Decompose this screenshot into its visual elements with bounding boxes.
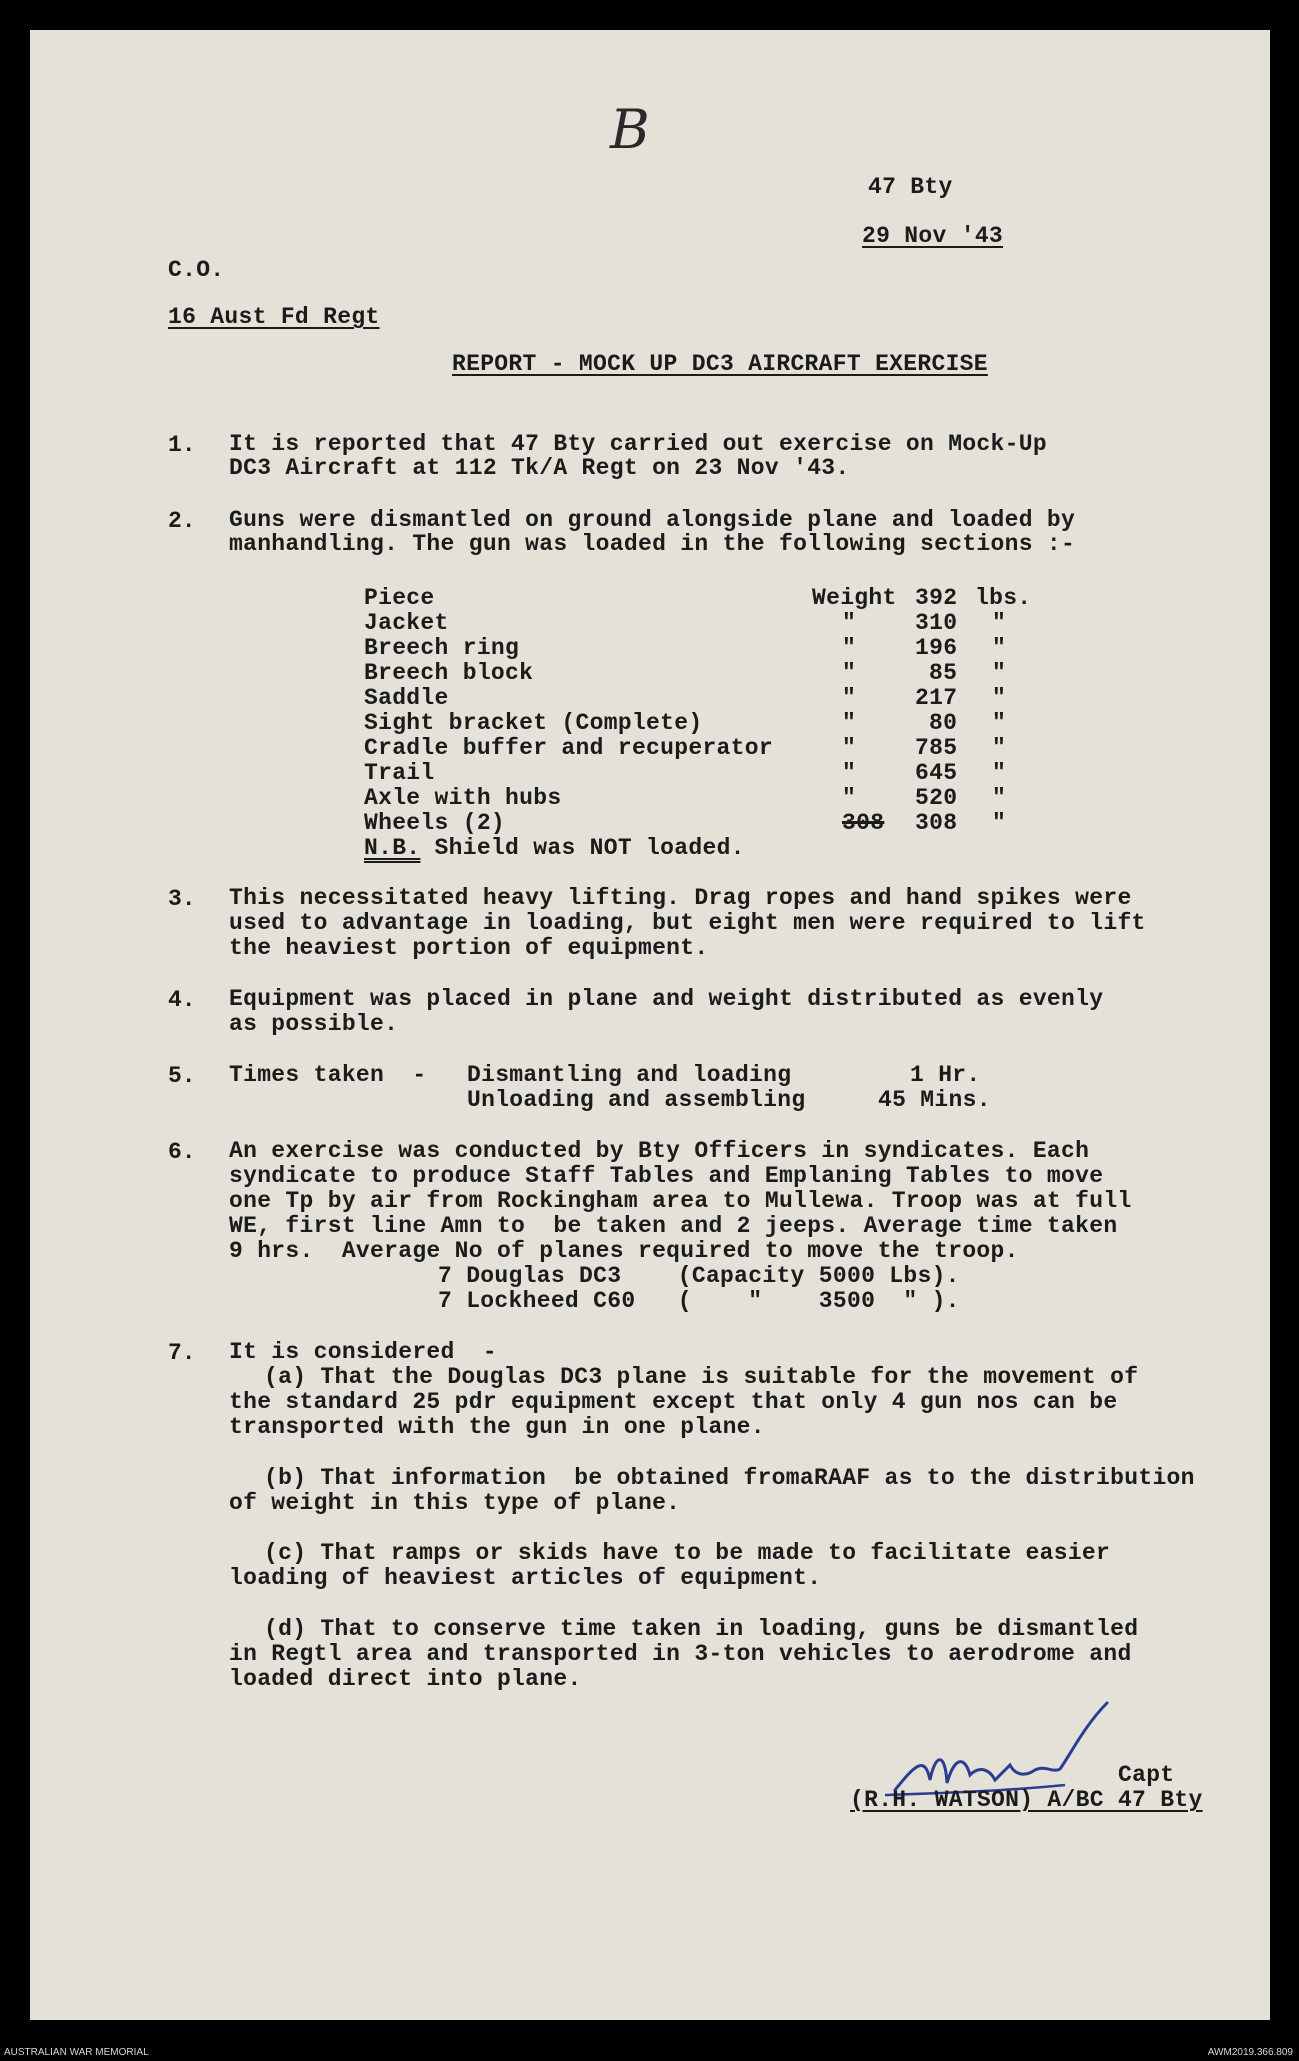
para-line: manhandling. The gun was loaded in the following sections :- bbox=[229, 531, 1076, 557]
table-unit: " bbox=[992, 760, 1007, 786]
table-value: 645 bbox=[915, 760, 958, 786]
para-line: It is considered - bbox=[229, 1339, 497, 1365]
table-item: Axle with hubs bbox=[364, 785, 562, 811]
footer-left: AUSTRALIAN WAR MEMORIAL bbox=[4, 2047, 149, 2058]
table-label-struck: 308 bbox=[842, 810, 885, 836]
table-item: Sight bracket (Complete) bbox=[364, 710, 703, 736]
table-item: Cradle buffer and recuperator bbox=[364, 735, 773, 761]
para-number: 6. bbox=[168, 1139, 196, 1165]
table-value: 217 bbox=[915, 685, 958, 711]
para-line: An exercise was conducted by Bty Officers in syndicates. Each bbox=[229, 1138, 1090, 1164]
para-number: 7. bbox=[168, 1340, 196, 1366]
regiment-line: 16 Aust Fd Regt bbox=[168, 304, 380, 330]
date-line: 29 Nov '43 bbox=[862, 223, 1004, 249]
table-unit: " bbox=[992, 735, 1007, 761]
table-item: Breech ring bbox=[364, 635, 520, 661]
times-label: Times taken - bbox=[229, 1062, 427, 1088]
handwritten-mark: B bbox=[610, 98, 650, 161]
sub-para-line: (d) That to conserve time taken in loading, guns be dismantled bbox=[264, 1616, 1139, 1642]
para-line: This necessitated heavy lifting. Drag ropes and hand spikes were bbox=[229, 885, 1132, 911]
footer-right: AWM2019.366.809 bbox=[1207, 2047, 1293, 2058]
sub-para-line: transported with the gun in one plane. bbox=[229, 1414, 765, 1440]
unit-line: 47 Bty bbox=[868, 174, 953, 200]
report-title: REPORT - MOCK UP DC3 AIRCRAFT EXERCISE bbox=[452, 351, 988, 377]
table-value: 85 bbox=[929, 660, 958, 686]
para-line: Equipment was placed in plane and weight distributed as evenly bbox=[229, 986, 1104, 1012]
para-line: WE, first line Amn to be taken and 2 jeeps. Average time taken bbox=[229, 1213, 1118, 1239]
para-line: Guns were dismantled on ground alongside plane and loaded by bbox=[229, 507, 1076, 533]
table-unit: " bbox=[992, 785, 1007, 811]
table-item: Wheels (2) bbox=[364, 810, 506, 836]
times-task: Dismantling and loading bbox=[467, 1062, 792, 1088]
table-label: " bbox=[842, 760, 857, 786]
para-number: 4. bbox=[168, 987, 196, 1013]
times-task: Unloading and assembling bbox=[467, 1087, 806, 1113]
para-line: DC3 Aircraft at 112 Tk/A Regt on 23 Nov '43. bbox=[229, 455, 850, 481]
table-unit: lbs. bbox=[975, 585, 1032, 611]
table-unit: " bbox=[992, 710, 1007, 736]
table-label: " bbox=[842, 785, 857, 811]
para-number: 5. bbox=[168, 1063, 196, 1089]
archive-footer bbox=[0, 2044, 1299, 2061]
sub-para-line: the standard 25 pdr equipment except that only 4 gun nos can be bbox=[229, 1389, 1118, 1415]
table-value: 310 bbox=[915, 610, 958, 636]
sub-para-line: (b) That information be obtained fromaRAAF as to the distribution bbox=[264, 1465, 1195, 1491]
table-unit: " bbox=[992, 685, 1007, 711]
signature-rank: Capt bbox=[1118, 1762, 1175, 1788]
table-item: Saddle bbox=[364, 685, 449, 711]
para-line: It is reported that 47 Bty carried out exercise on Mock-Up bbox=[229, 431, 1047, 457]
para-line: 9 hrs. Average No of planes required to move the troop. bbox=[229, 1238, 1019, 1264]
sub-para-line: (c) That ramps or skids have to be made to facilitate easier bbox=[264, 1540, 1111, 1566]
para-number: 1. bbox=[168, 432, 196, 458]
table-value: 520 bbox=[915, 785, 958, 811]
para-line: the heaviest portion of equipment. bbox=[229, 935, 709, 961]
para-line: used to advantage in loading, but eight men were required to lift bbox=[229, 910, 1146, 936]
table-value: 196 bbox=[915, 635, 958, 661]
times-value: 45 Mins. bbox=[878, 1087, 991, 1113]
planes-line: 7 Douglas DC3 (Capacity 5000 Lbs). bbox=[438, 1263, 960, 1289]
table-item: Piece bbox=[364, 585, 435, 611]
para-number: 2. bbox=[168, 508, 196, 534]
para-line: as possible. bbox=[229, 1011, 399, 1037]
table-value: 308 bbox=[915, 810, 958, 836]
nb-text: Shield was NOT loaded. bbox=[420, 835, 745, 861]
para-line: one Tp by air from Rockingham area to Mullewa. Troop was at full bbox=[229, 1188, 1132, 1214]
signature-name: (R.H. WATSON) A/BC 47 Bty bbox=[850, 1787, 1203, 1813]
sub-para-line: loading of heaviest articles of equipment. bbox=[229, 1565, 822, 1591]
document-page bbox=[30, 30, 1270, 2020]
sub-para-line: loaded direct into plane. bbox=[229, 1666, 582, 1692]
table-label: " bbox=[842, 610, 857, 636]
planes-line: 7 Lockheed C60 ( " 3500 " ). bbox=[438, 1288, 960, 1314]
table-unit: " bbox=[992, 610, 1007, 636]
sub-para-line: of weight in this type of plane. bbox=[229, 1490, 681, 1516]
sub-para-line: (a) That the Douglas DC3 plane is suitable for the movement of bbox=[264, 1364, 1139, 1390]
table-label: " bbox=[842, 685, 857, 711]
times-value: 1 Hr. bbox=[910, 1062, 981, 1088]
addressee: C.O. bbox=[168, 257, 225, 283]
table-item: Breech block bbox=[364, 660, 534, 686]
nb-label: N.B. bbox=[364, 835, 421, 861]
table-value: 785 bbox=[915, 735, 958, 761]
table-item: Trail bbox=[364, 760, 435, 786]
table-label: " bbox=[842, 635, 857, 661]
table-unit: " bbox=[992, 635, 1007, 661]
table-label: Weight bbox=[812, 585, 897, 611]
sub-para-line: in Regtl area and transported in 3-ton vehicles to aerodrome and bbox=[229, 1641, 1132, 1667]
table-unit: " bbox=[992, 810, 1007, 836]
nb-note bbox=[364, 836, 745, 861]
table-value: 392 bbox=[915, 585, 958, 611]
table-label: " bbox=[842, 660, 857, 686]
para-line: syndicate to produce Staff Tables and Emplaning Tables to move bbox=[229, 1163, 1104, 1189]
table-unit: " bbox=[992, 660, 1007, 686]
table-item: Jacket bbox=[364, 610, 449, 636]
table-value: 80 bbox=[929, 710, 958, 736]
table-label: " bbox=[842, 710, 857, 736]
para-number: 3. bbox=[168, 886, 196, 912]
table-label: " bbox=[842, 735, 857, 761]
